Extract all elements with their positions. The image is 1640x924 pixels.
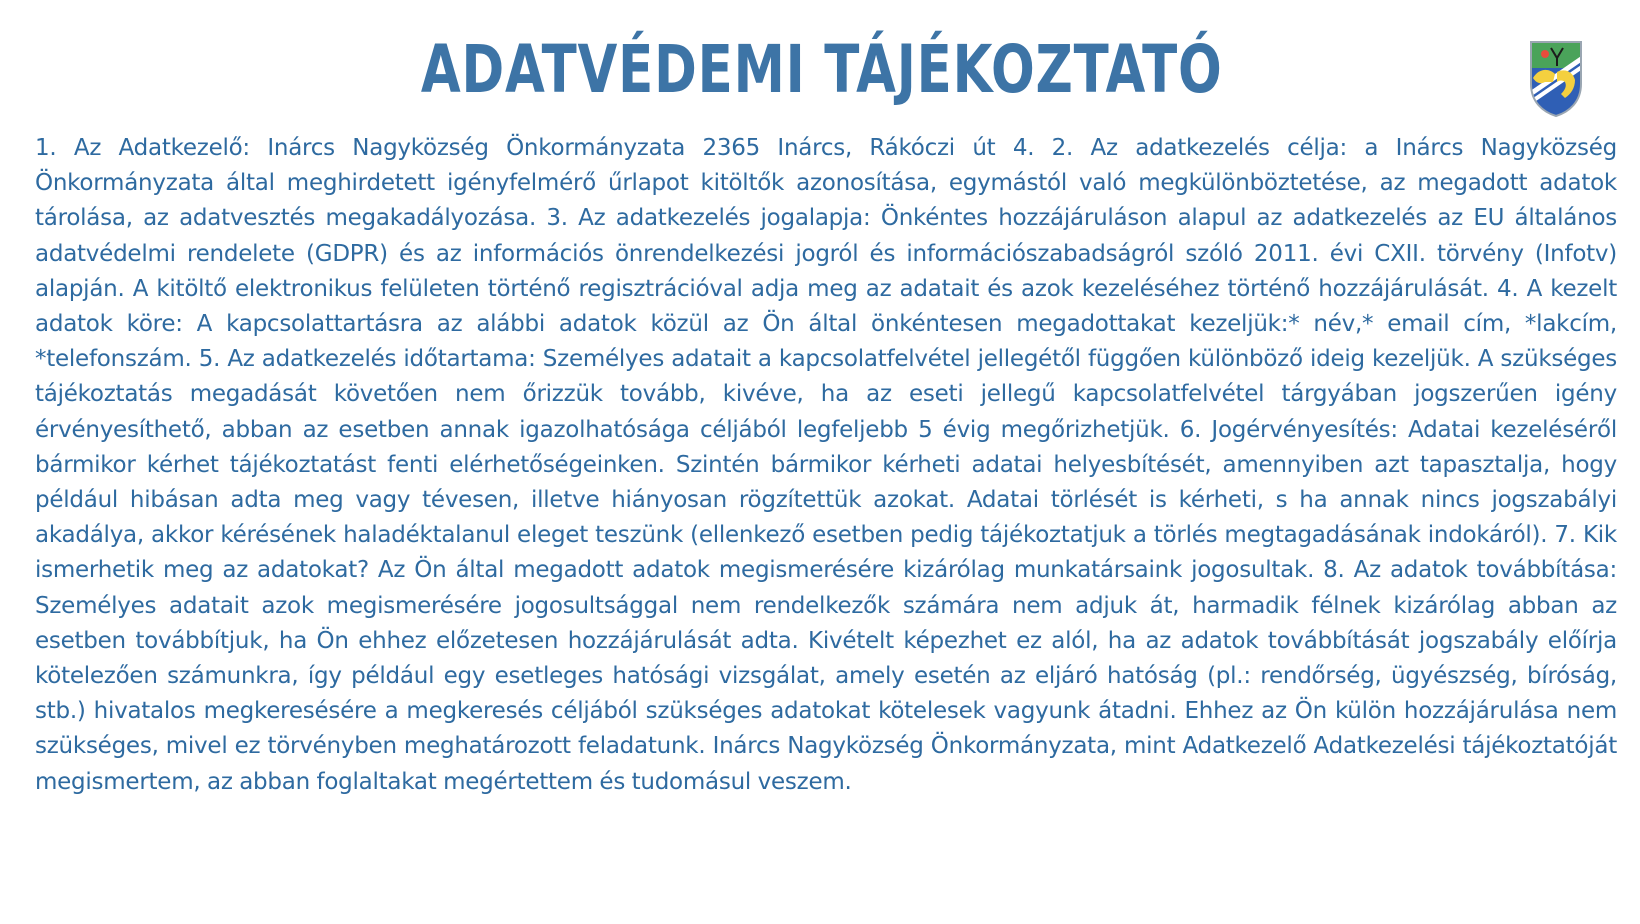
- coat-of-arms-icon: [1527, 38, 1585, 118]
- privacy-notice-text: 1. Az Adatkezelő: Inárcs Nagyközség Önkormányzata 2365 Inárcs, Rákóczi út 4. 2. Az adatkezelés célja: a Inárcs Nagyközség Önkormányzata által meghirdetett igényfelmérő űrlapot kitöltők azonosítása, egymástól való megkülönböztetése, az megadott adatok tárolása, az adatvesztés megakadályozása. 3. Az adatkezelés jogalapja: Önkéntes hozzájáruláson alapul az adatkezelés az EU általános adatvédelmi rendelete (GDPR) és az információs önrendelkezési jogról és információszabadságról szóló 2011. évi CXII. törvény (Infotv) alapján. A kitöltő elektronikus felületen történő regisztrációval adja meg az adatait és azok kezeléséhez történő hozzájárulását. 4. A kezelt adatok köre: A kapcsolattartásra az alábbi adatok közül az Ön által önkéntesen megadottakat kezeljük:* név,* email cím, *lakcím, *telefonszám. 5. Az adatkezelés időtartama: Személyes adatait a kapcsolatfelvétel jellegétől függően különböző ideig kezeljük. A szükséges tájékoztatás megadását követően nem őrizzük tovább, kivéve, ha az eseti jellegű kapcsolatfelvétel tárgyában jogszerűen igény érvényesíthető, abban az esetben annak igazolhatósága céljából legfeljebb 5 évig megőrizhetjük. 6. Jogérvényesítés: Adatai kezeléséről bármikor kérhet tájékoztatást fenti elérhetőségeinken. Szintén bármikor kérheti adatai helyesbítését, amennyiben azt tapasztalja, hogy például hibásan adta meg vagy tévesen, illetve hiányosan rögzítettük azokat. Adatai törlését is kérheti, s ha annak nincs jogszabályi akadálya, akkor kérésének haladéktalanul eleget teszünk (ellenkező esetben pedig tájékoztatjuk a törlés megtagadásának indokáról). 7. Kik ismerhetik meg az adatokat? Az Ön által megadott adatok megismerésére kizárólag munkatársaink jogosultak. 8. Az adatok továbbítása: Személyes adatait azok megismerésére jogosultsággal nem rendelkezők számára nem adjuk át, harmadik félnek kizárólag abban az esetben továbbítjuk, ha Ön ehhez előzetesen hozzájárulását adta. Kivételt képezhet ez alól, ha az adatok továbbítását jogszabály előírja kötelezően számunkra, így például egy esetleges hatósági vizsgálat, amely esetén az eljáró hatóság (pl.: rendőrség, ügyészség, bíróság, stb.) hivatalos megkeresésére a megkeresés céljából szükséges adatokat kötelesek vagyunk átadni. Ehhez az Ön külön hozzájárulása nem szükséges, mivel ez törvényben meghatározott feladatunk. Inárcs Nagyközség Önkormányzata, mint Adatkezelő Adatkezelési tájékoztatóját megismertem, az abban foglaltakat megértettem és tudomásul veszem.: [35, 135, 1617, 795]
- page-title: ADATVÉDEMI TÁJÉKOZTATÓ: [420, 31, 1223, 108]
